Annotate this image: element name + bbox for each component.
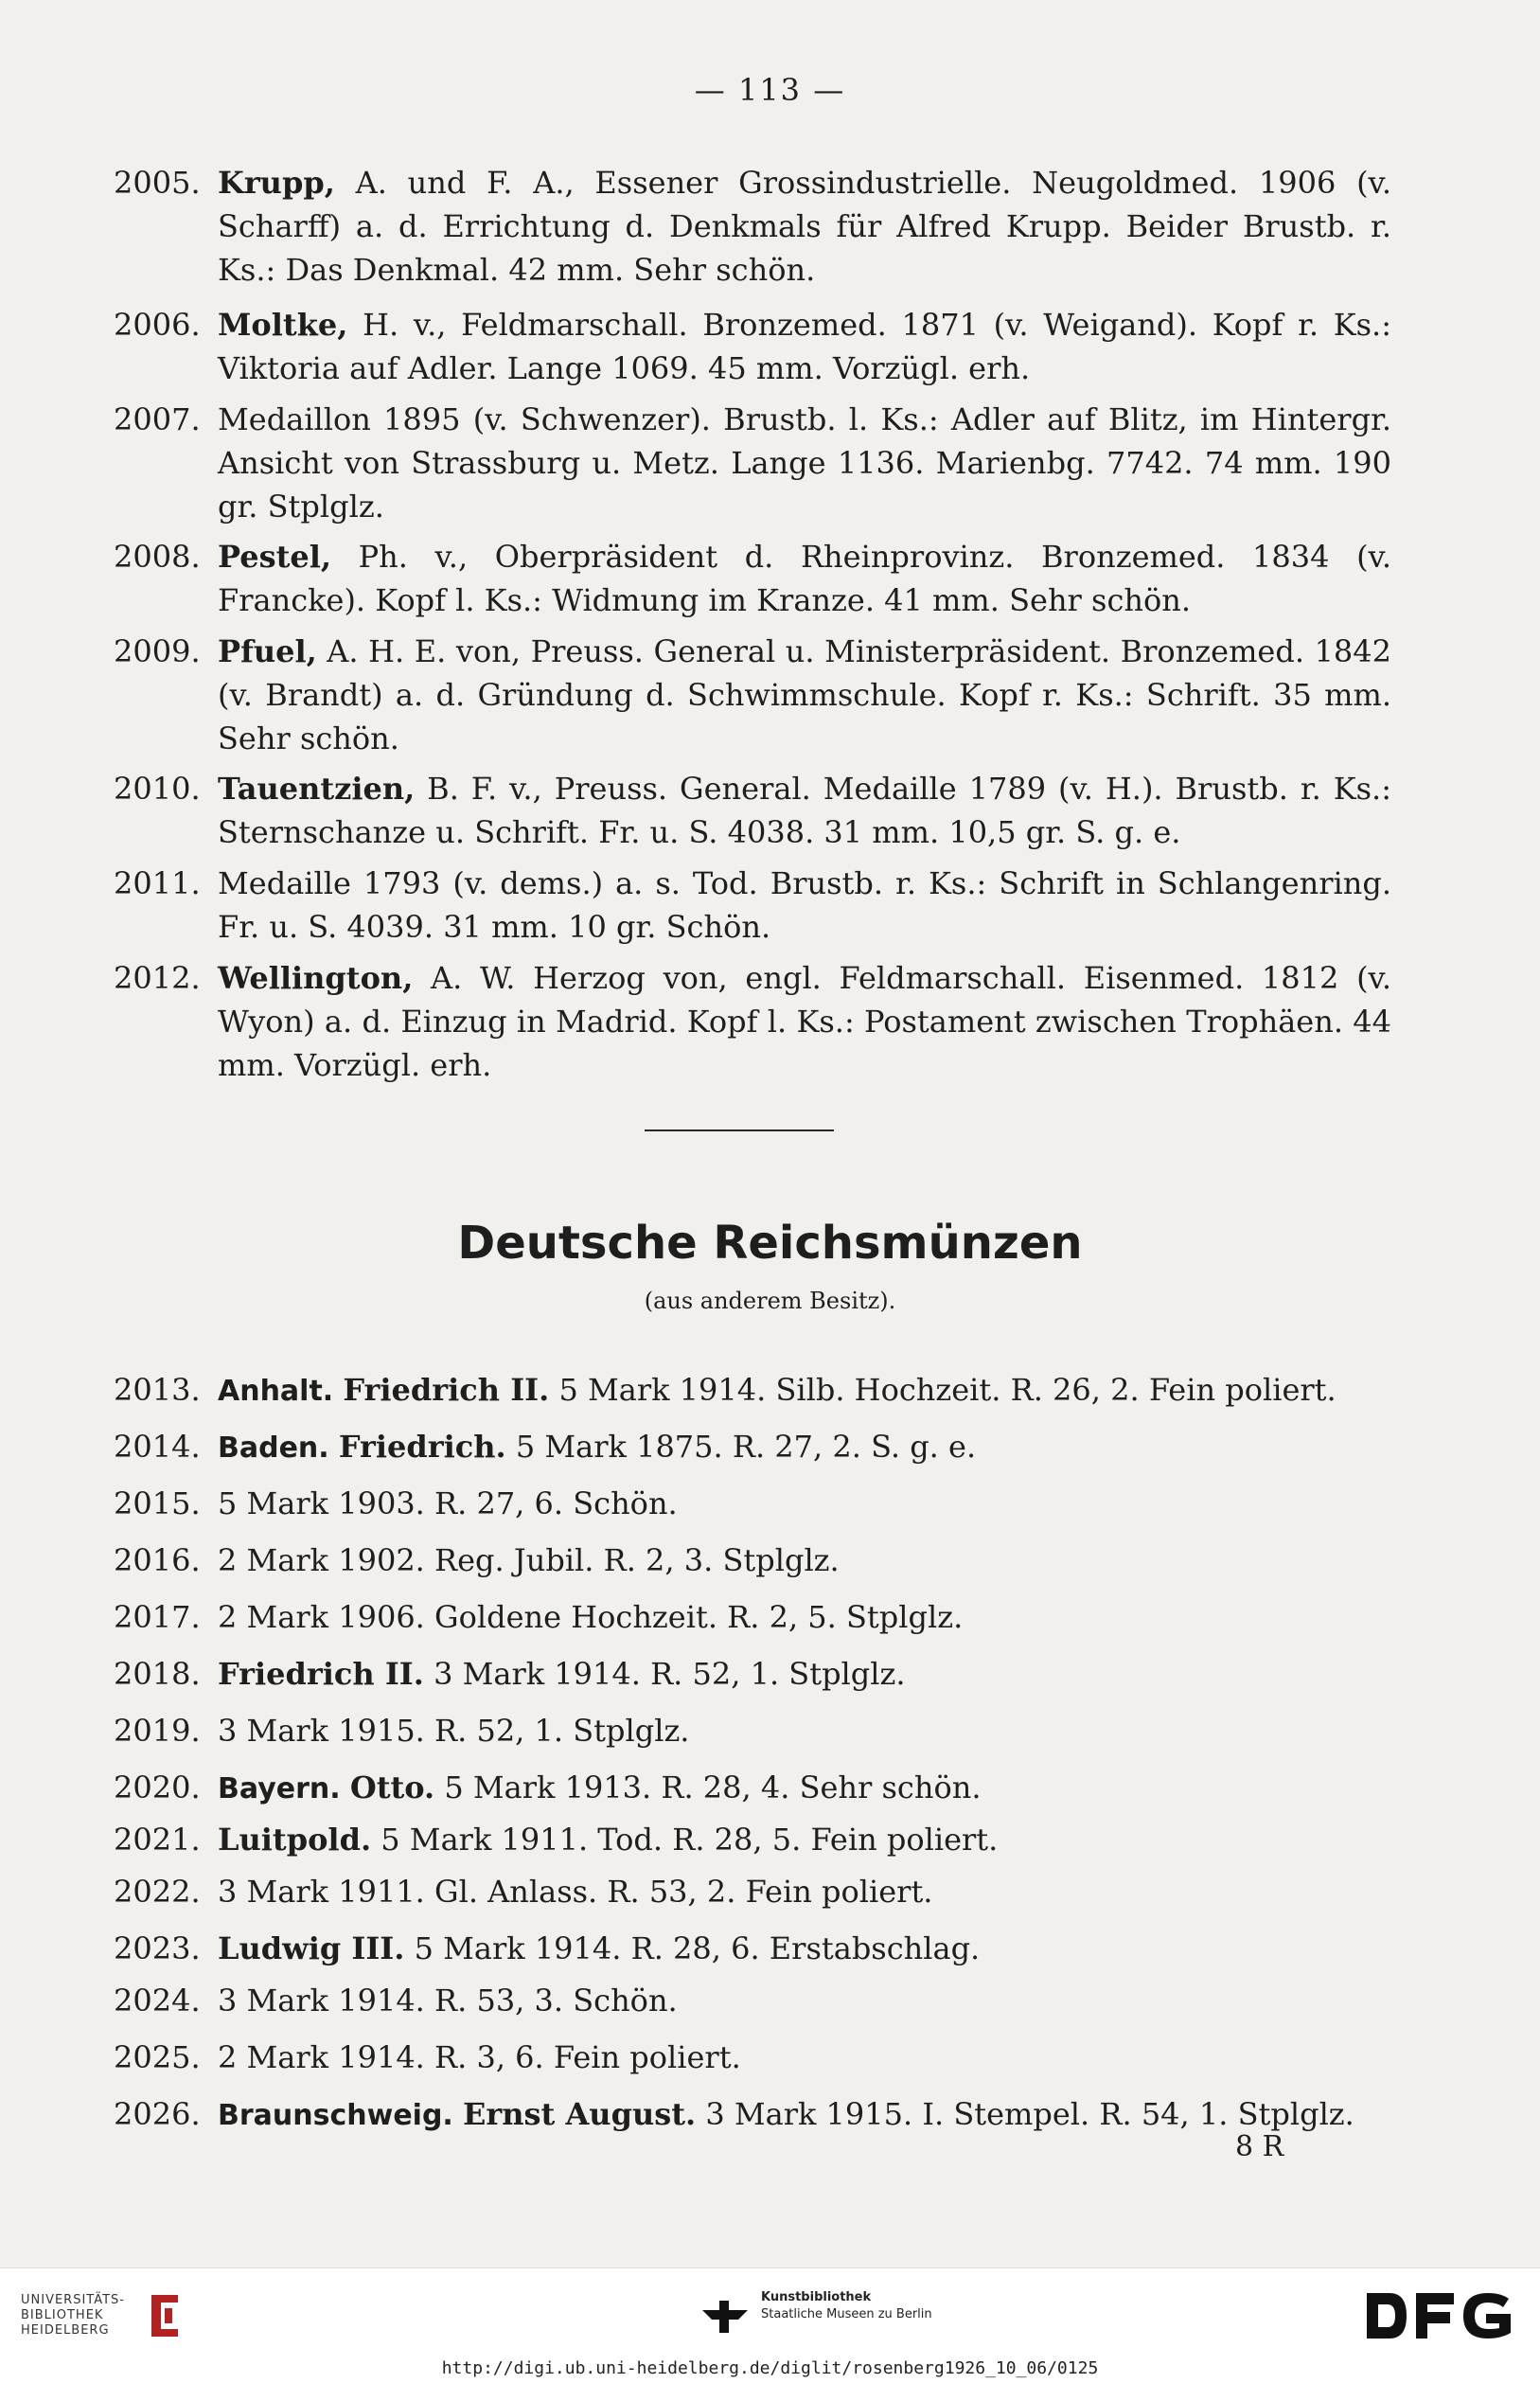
lot-person-name: Pfuel, xyxy=(218,633,317,669)
lot-ruler: Luitpold. xyxy=(218,1822,372,1858)
lot-description xyxy=(218,1538,1391,1582)
kb-subtitle: Staatliche Museen zu Berlin xyxy=(761,2307,932,2321)
lot-number: 2012. xyxy=(114,960,201,996)
viewer-footer xyxy=(0,2267,1540,2383)
lot-entry xyxy=(114,1818,1391,1861)
lot-text: H. v., Feldmarschall. Bronzemed. 1871 (v. Weigand). Kopf r. Ks.: Viktoria auf Adler. Lange 1069. 45 mm. Vorzügl. erh. xyxy=(218,307,1391,386)
page-number: — 113 — xyxy=(694,72,846,108)
lot-entry xyxy=(114,630,1391,760)
lot-number: 2026. xyxy=(114,2096,201,2132)
lot-entry xyxy=(114,1652,1391,1696)
university-line: HEIDELBERG xyxy=(21,2323,110,2338)
lot-text: 3 Mark 1915. I. Stempel. R. 54, 1. Stplglz. xyxy=(696,2096,1354,2132)
lot-text: 5 Mark 1903. R. 27, 6. Schön. xyxy=(218,1485,678,1521)
lot-text: B. F. v., Preuss. General. Medaille 1789 (v. H.). Brustb. r. Ks.: Sternschanze u. Schrift. Fr. u. S. 4038. 31 mm. 10,5 gr. S. g. e. xyxy=(218,771,1391,850)
lot-number: 2009. xyxy=(114,633,201,669)
lot-entry xyxy=(114,1979,1391,2022)
lot-number: 2023. xyxy=(114,1930,201,1966)
lot-description xyxy=(218,2036,1391,2079)
lot-entry xyxy=(114,2092,1391,2138)
lot-ruler: Friedrich II. xyxy=(343,1372,550,1408)
lot-state: Bayern. xyxy=(218,1772,341,1805)
lot-description xyxy=(218,398,1391,528)
lot-number: 2008. xyxy=(114,539,201,575)
lot-state: Anhalt. xyxy=(218,1375,334,1408)
lot-entry xyxy=(114,1482,1391,1525)
lot-ruler: Otto. xyxy=(349,1769,435,1805)
lot-description xyxy=(218,535,1391,622)
lot-text: 5 Mark 1914. R. 28, 6. Erstabschlag. xyxy=(404,1930,981,1966)
lot-number: 2015. xyxy=(114,1485,201,1521)
lot-person-name: Tauentzien, xyxy=(218,771,416,807)
lot-entry xyxy=(114,862,1391,949)
lot-entry xyxy=(114,1927,1391,1970)
lot-text: 3 Mark 1915. R. 52, 1. Stplglz. xyxy=(218,1713,690,1749)
lot-description xyxy=(218,161,1391,292)
lot-description xyxy=(218,1766,1391,1811)
lot-text: A. W. Herzog von, engl. Feldmarschall. Eisenmed. 1812 (v. Wyon) a. d. Einzug in Madrid. Kopf l. Ks.: Postament zwischen Trophäen. 44 mm. Vorzügl. erh. xyxy=(218,960,1391,1083)
lot-number: 2019. xyxy=(114,1713,201,1749)
lot-entry xyxy=(114,2036,1391,2079)
lot-number: 2020. xyxy=(114,1769,201,1805)
lot-ruler: Friedrich II. xyxy=(218,1656,424,1692)
lot-number: 2013. xyxy=(114,1372,201,1408)
lot-description xyxy=(218,1368,1391,1414)
lot-text: A. H. E. von, Preuss. General u. Ministerpräsident. Bronzemed. 1842 (v. Brandt) a. d. Gründung d. Schwimmschule. Kopf r. Ks.: Schrift. 35 mm. Sehr schön. xyxy=(218,633,1391,756)
lot-number: 2016. xyxy=(114,1542,201,1578)
lot-person-name: Wellington, xyxy=(218,960,414,996)
lot-entry xyxy=(114,1368,1391,1414)
kb-title: Kunstbibliothek xyxy=(761,2290,872,2304)
lot-description xyxy=(218,1870,1391,1913)
lot-person-name: Moltke, xyxy=(218,307,348,343)
lot-description xyxy=(218,303,1391,390)
lot-text: 5 Mark 1911. Tod. R. 28, 5. Fein poliert. xyxy=(371,1822,999,1858)
lot-entry xyxy=(114,535,1391,622)
lot-text: 3 Mark 1914. R. 52, 1. Stplglz. xyxy=(423,1656,906,1692)
university-logo-icon[interactable] xyxy=(144,2289,186,2342)
lot-entry xyxy=(114,1595,1391,1639)
lot-state: Braunschweig. xyxy=(218,2099,453,2132)
lot-entry xyxy=(114,1870,1391,1913)
lot-description xyxy=(218,1818,1391,1861)
lot-number: 2024. xyxy=(114,1983,201,2018)
section-divider xyxy=(645,1129,834,1131)
lot-text: 2 Mark 1906. Goldene Hochzeit. R. 2, 5. Stplglz. xyxy=(218,1599,964,1635)
lot-entry xyxy=(114,767,1391,854)
lot-description xyxy=(218,1979,1391,2022)
lot-description xyxy=(218,767,1391,854)
lot-description xyxy=(218,1652,1391,1696)
lot-text: 5 Mark 1913. R. 28, 4. Sehr schön. xyxy=(434,1769,982,1805)
lot-entry xyxy=(114,161,1391,292)
lot-text: 5 Mark 1875. R. 27, 2. S. g. e. xyxy=(505,1429,977,1465)
lot-number: 2011. xyxy=(114,865,201,901)
lot-text: Medaille 1793 (v. dems.) a. s. Tod. Brustb. r. Ks.: Schrift in Schlangenring. Fr. u. S. 4039. 31 mm. 10 gr. Schön. xyxy=(218,865,1391,945)
lot-number: 2014. xyxy=(114,1429,201,1465)
lot-entry xyxy=(114,398,1391,528)
lot-ruler: Ernst August. xyxy=(463,2096,697,2132)
lot-text: 5 Mark 1914. Silb. Hochzeit. R. 26, 2. Fein poliert. xyxy=(549,1372,1336,1408)
university-line: UNIVERSITÄTS- xyxy=(21,2293,125,2307)
lot-description xyxy=(218,2092,1391,2138)
lot-state: Baden. xyxy=(218,1432,329,1465)
section-subtitle: (aus anderem Besitz). xyxy=(644,1288,896,1314)
lot-text: 2 Mark 1902. Reg. Jubil. R. 2, 3. Stplglz. xyxy=(218,1542,840,1578)
lot-ruler: Ludwig III. xyxy=(218,1930,405,1966)
lot-number: 2022. xyxy=(114,1874,201,1910)
lot-number: 2007. xyxy=(114,401,201,437)
lot-text: Ph. v., Oberpräsident d. Rheinprovinz. Bronzemed. 1834 (v. Francke). Kopf l. Ks.: Widmung im Kranze. 41 mm. Sehr schön. xyxy=(218,539,1391,618)
signature-mark: 8 R xyxy=(1235,2130,1284,2163)
lot-description xyxy=(218,1482,1391,1525)
lot-entry xyxy=(114,1709,1391,1752)
section-title: Deutsche Reichsmünzen xyxy=(457,1217,1083,1270)
lot-entry xyxy=(114,303,1391,390)
lot-number: 2025. xyxy=(114,2039,201,2075)
eagle-icon xyxy=(700,2297,750,2337)
lot-text: 3 Mark 1911. Gl. Anlass. R. 53, 2. Fein poliert. xyxy=(218,1874,933,1910)
lot-number: 2017. xyxy=(114,1599,201,1635)
lot-entry xyxy=(114,1538,1391,1582)
lot-description xyxy=(218,1595,1391,1639)
lot-ruler: Friedrich. xyxy=(338,1429,506,1465)
lot-number: 2018. xyxy=(114,1656,201,1692)
lot-number: 2010. xyxy=(114,771,201,807)
lot-text: Medaillon 1895 (v. Schwenzer). Brustb. l. Ks.: Adler auf Blitz, im Hintergr. Ansicht von Strassburg u. Metz. Lange 1136. Marienbg. 7742. 74 mm. 190 gr. Stplglz. xyxy=(218,401,1391,525)
lot-text: 3 Mark 1914. R. 53, 3. Schön. xyxy=(218,1983,678,2018)
lot-description xyxy=(218,1709,1391,1752)
dfg-logo-icon[interactable] xyxy=(1363,2285,1514,2346)
university-library-label xyxy=(21,2293,125,2339)
lot-description xyxy=(218,956,1391,1087)
lot-description xyxy=(218,862,1391,949)
lot-person-name: Pestel, xyxy=(218,539,332,575)
lot-entry xyxy=(114,1425,1391,1470)
lot-description xyxy=(218,1927,1391,1970)
lot-number: 2021. xyxy=(114,1822,201,1858)
lot-entry xyxy=(114,1766,1391,1811)
lot-description xyxy=(218,1425,1391,1470)
lot-text: 2 Mark 1914. R. 3, 6. Fein poliert. xyxy=(218,2039,741,2075)
lot-number: 2005. xyxy=(114,165,201,201)
university-line: BIBLIOTHEK xyxy=(21,2308,104,2322)
lot-text: A. und F. A., Essener Grossindustrielle. Neugoldmed. 1906 (v. Scharff) a. d. Errichtung d. Denkmals für Alfred Krupp. Beider Brustb. r. Ks.: Das Denkmal. 42 mm. Sehr schön. xyxy=(218,165,1391,288)
lot-entry xyxy=(114,956,1391,1087)
lot-number: 2006. xyxy=(114,307,201,343)
lot-description xyxy=(218,630,1391,760)
page-url[interactable]: http://digi.ub.uni-heidelberg.de/diglit/rosenberg1926_10_06/0125 xyxy=(441,2358,1099,2378)
lot-person-name: Krupp, xyxy=(218,165,335,201)
